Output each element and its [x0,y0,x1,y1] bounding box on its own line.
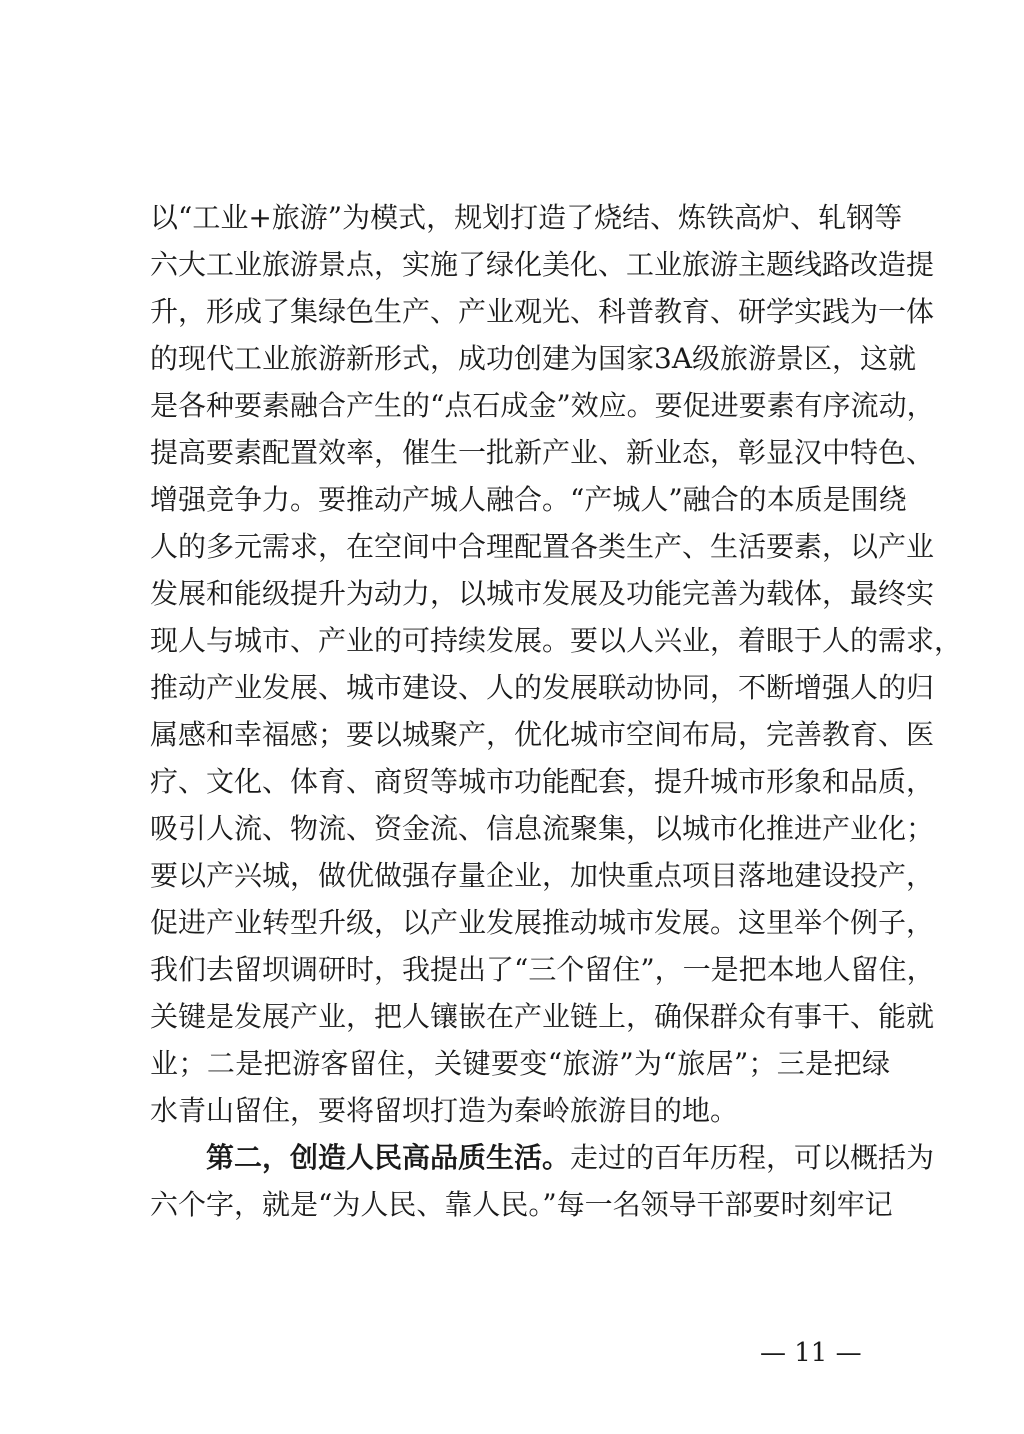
text-line: 以“工业+旅游”为模式，规划打造了烧结、炼铁高炉、轧钢等 [150,201,903,234]
text-line: 属感和幸福感；要以城聚产，优化城市空间布局，完善教育、医 [150,718,935,751]
text-line: 发展和能级提升为动力，以城市发展及功能完善为载体，最终实 [150,577,935,610]
text-line: 六个字，就是“为人民、靠人民。”每一名领导干部要时刻牢记 [150,1188,893,1221]
text-line: 业；二是把游客留住，关键要变“旅游”为“旅居”；三是把绿 [150,1047,890,1080]
text-line: 我们去留坝调研时，我提出了“三个留住”，一是把本地人留住， [150,953,935,986]
text-line: 是各种要素融合产生的“点石成金”效应。要促进要素有序流动， [150,389,935,422]
section-heading: 第二，创造人民高品质生活。 [206,1141,571,1174]
text-line: 要以产兴城，做优做强存量企业，加快重点项目落地建设投产， [150,859,935,892]
text-line: 现人与城市、产业的可持续发展。要以人兴业，着眼于人的需求， [150,624,963,657]
text-line: 推动产业发展、城市建设、人的发展联动协同，不断增强人的归 [150,671,935,704]
text-line: 六大工业旅游景点，实施了绿化美化、工业旅游主题线路改造提 [150,248,935,281]
section-heading-line [150,1134,935,1181]
text-line: 疗、文化、体育、商贸等城市功能配套，提升城市形象和品质， [150,765,935,798]
text-line: 增强竞争力。要推动产城人融合。“产城人”融合的本质是围绕 [150,483,907,516]
text-line: 提高要素配置效率，催生一批新产业、新业态，彰显汉中特色、 [150,436,935,469]
text-line: 吸引人流、物流、资金流、信息流聚集，以城市化推进产业化； [150,812,935,845]
body-text [150,194,963,1228]
text-line: 促进产业转型升级，以产业发展推动城市发展。这里举个例子， [150,906,935,939]
text-line: 人的多元需求，在空间中合理配置各类生产、生活要素，以产业 [150,530,935,563]
section-heading-continuation: 走过的百年历程，可以概括为 [570,1141,935,1174]
text-line: 的现代工业旅游新形式，成功创建为国家3A级旅游景区，这就 [150,342,917,375]
page-number: — 11 — [760,1338,862,1368]
text-line: 关键是发展产业，把人镶嵌在产业链上，确保群众有事干、能就 [150,1000,935,1033]
text-line: 水青山留住，要将留坝打造为秦岭旅游目的地。 [150,1094,739,1127]
text-line: 升，形成了集绿色生产、产业观光、科普教育、研学实践为一体 [150,295,935,328]
